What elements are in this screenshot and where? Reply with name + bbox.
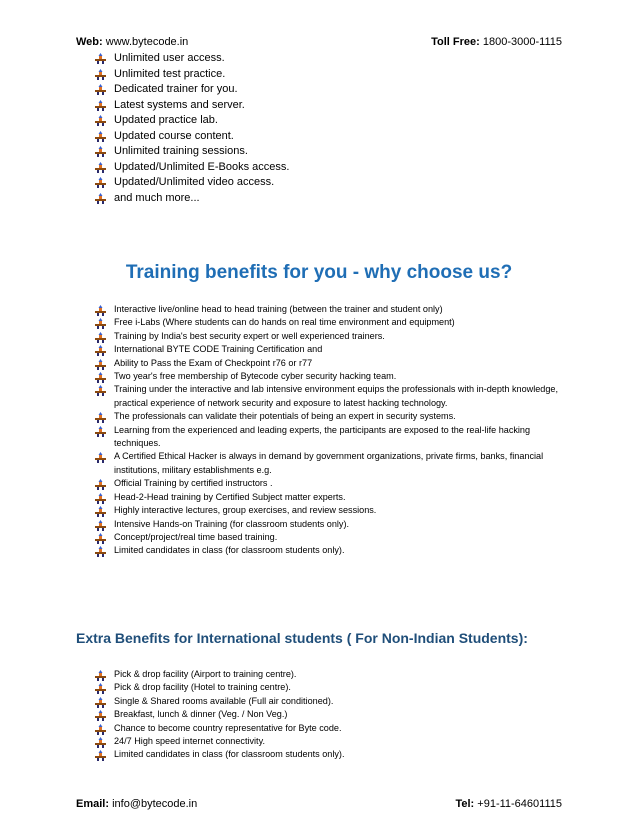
list-item-text: Updated/Unlimited E-Books access. <box>114 160 290 173</box>
list-item-text: Unlimited test practice. <box>114 67 226 80</box>
list-item-text: A Certified Ethical Hacker is always in demand by government organizations, private firms, banks, financial institutions, military establishments e.g. <box>114 451 544 475</box>
tel-info <box>455 798 562 810</box>
web-link[interactable]: www.bytecode.in <box>105 36 189 48</box>
bullet-icon <box>94 710 107 721</box>
bullet-icon <box>94 53 107 64</box>
list-item <box>94 504 572 517</box>
tel-label: Tel: <box>455 798 475 810</box>
feature-list <box>94 51 554 206</box>
tollfree-label: Toll Free: <box>431 36 480 48</box>
list-item <box>94 316 572 329</box>
bullet-icon <box>94 115 107 126</box>
list-item <box>94 357 572 370</box>
bullet-icon <box>94 670 107 681</box>
bullet-icon <box>94 750 107 761</box>
email-label: Email: <box>76 798 110 810</box>
bullet-icon <box>94 318 107 329</box>
list-item-text: Training by India's best security expert or well experienced trainers. <box>114 330 385 341</box>
list-item-text: Chance to become country representative for Byte code. <box>114 722 342 733</box>
bullet-icon <box>94 697 107 708</box>
list-item <box>94 424 572 451</box>
list-item-text: Updated practice lab. <box>114 114 218 126</box>
bullet-icon <box>94 546 107 557</box>
list-item <box>94 681 572 694</box>
bullet-icon <box>94 385 107 396</box>
list-item-text: The professionals can validate their potentials of being an expert in security systems. <box>114 411 456 422</box>
section-title-training-benefits: Training benefits for you - why choose us? <box>125 262 513 283</box>
list-item-text: Intensive Hands-on Training (for classroom students only). <box>114 518 350 529</box>
list-item <box>94 477 572 490</box>
bullet-icon <box>94 683 107 694</box>
bullet-icon <box>94 737 107 748</box>
page-footer <box>76 798 562 814</box>
bullet-icon <box>94 479 107 490</box>
list-item <box>94 491 572 504</box>
list-item <box>94 748 572 761</box>
bullet-icon <box>94 345 107 356</box>
bullet-icon <box>94 412 107 423</box>
bullet-icon <box>94 359 107 370</box>
list-item-text: Two year's free membership of Bytecode cyber security hacking team. <box>114 371 397 382</box>
list-item-text: International BYTE CODE Training Certification and <box>114 344 323 355</box>
list-item-text: Latest systems and server. <box>114 98 245 111</box>
list-item-text: Breakfast, lunch & dinner (Veg. / Non Veg.) <box>114 709 288 720</box>
bullet-icon <box>94 533 107 544</box>
bullet-icon <box>94 724 107 735</box>
list-item-text: Highly interactive lectures, group exercises, and review sessions. <box>114 505 377 516</box>
bullet-icon <box>94 372 107 383</box>
list-item-text: Unlimited training sessions. <box>114 145 248 157</box>
list-item <box>94 695 572 708</box>
bullet-icon <box>94 84 107 95</box>
list-item <box>94 160 554 176</box>
list-item-text: Training under the interactive and lab intensive environment equips the professionals with in-depth knowledge, practical experience of network security and exposure to latest hacking technology. <box>114 384 559 408</box>
list-item <box>94 518 572 531</box>
list-item-text: Updated course content. <box>114 129 234 142</box>
list-item <box>94 383 572 410</box>
list-item-text: Head-2-Head training by Certified Subject matter experts. <box>114 491 346 502</box>
list-item-text: Learning from the experienced and leading experts, the participants are exposed to the real-life hacking techniques. <box>114 424 531 449</box>
list-item-text: Official Training by certified instructors . <box>114 478 273 489</box>
list-item-text: and much more... <box>114 191 200 204</box>
list-item-text: Unlimited user access. <box>114 52 225 64</box>
bullet-icon <box>94 193 107 204</box>
bullet-icon <box>94 332 107 343</box>
list-item <box>94 531 572 544</box>
web-info <box>76 36 188 48</box>
list-item <box>94 722 572 735</box>
list-item <box>94 67 554 83</box>
bullet-icon <box>94 305 107 316</box>
bullet-icon <box>94 100 107 111</box>
list-item <box>94 144 554 160</box>
list-item <box>94 51 554 67</box>
bullet-icon <box>94 452 107 463</box>
list-item-text: Pick & drop facility (Airport to training centre). <box>114 669 297 679</box>
training-benefits-list <box>94 303 572 558</box>
list-item <box>94 129 554 145</box>
list-item-text: Pick & drop facility (Hotel to training centre). <box>114 682 291 693</box>
email-link[interactable]: info@bytecode.in <box>112 798 198 810</box>
list-item <box>94 82 554 98</box>
tel-number: +91-11-64601115 <box>477 798 562 810</box>
list-item <box>94 544 572 557</box>
list-item <box>94 668 572 681</box>
list-item <box>94 410 572 423</box>
list-item <box>94 708 572 721</box>
section-title-international-benefits: Extra Benefits for International students ( For Non-Indian Students): <box>76 630 528 646</box>
list-item <box>94 303 572 316</box>
list-item <box>94 450 572 477</box>
list-item <box>94 735 572 748</box>
bullet-icon <box>94 506 107 517</box>
list-item-text: Concept/project/real time based training. <box>114 531 278 542</box>
tollfree-info <box>431 36 562 48</box>
tollfree-number: 1800-3000-1115 <box>482 36 562 48</box>
list-item-text: Limited candidates in class (for classroom students only). <box>114 749 345 760</box>
web-label: Web: <box>76 36 103 48</box>
bullet-icon <box>94 131 107 142</box>
list-item-text: Free i-Labs (Where students can do hands on real time environment and equipment) <box>114 317 455 328</box>
bullet-icon <box>94 493 107 504</box>
list-item-text: Ability to Pass the Exam of Checkpoint r76 or r77 <box>114 357 313 368</box>
email-info <box>76 798 197 810</box>
bullet-icon <box>94 520 107 531</box>
list-item <box>94 98 554 114</box>
list-item-text: 24/7 High speed internet connectivity. <box>114 736 265 747</box>
bullet-icon <box>94 177 107 188</box>
list-item-text: Interactive live/online head to head training (between the trainer and student only) <box>114 304 443 314</box>
list-item <box>94 113 554 129</box>
list-item <box>94 370 572 383</box>
list-item-text: Limited candidates in class (for classroom students only). <box>114 545 345 556</box>
list-item <box>94 330 572 343</box>
list-item-text: Dedicated trainer for you. <box>114 83 238 95</box>
bullet-icon <box>94 69 107 80</box>
list-item-text: Single & Shared rooms available (Full air conditioned). <box>114 695 334 706</box>
bullet-icon <box>94 426 107 437</box>
bullet-icon <box>94 162 107 173</box>
bullet-icon <box>94 146 107 157</box>
list-item <box>94 343 572 356</box>
list-item <box>94 175 554 191</box>
list-item <box>94 191 554 207</box>
page-header <box>76 36 562 52</box>
international-benefits-list <box>94 668 572 762</box>
list-item-text: Updated/Unlimited video access. <box>114 176 275 188</box>
